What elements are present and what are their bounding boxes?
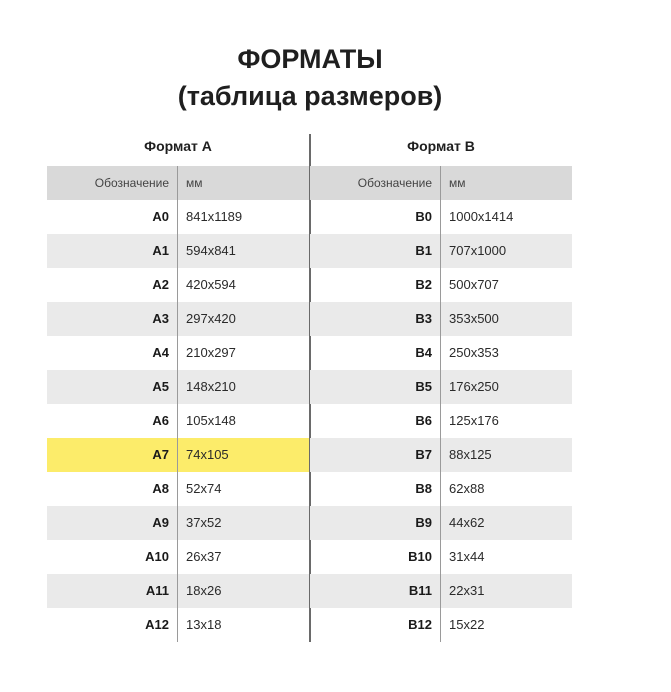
format-size-mm: 22x31 xyxy=(449,583,485,598)
format-size-mm: 500x707 xyxy=(449,277,499,292)
format-size-mm: 62x88 xyxy=(449,481,485,496)
format-code: B8 xyxy=(310,472,441,506)
format-a-title: Формат А xyxy=(144,138,212,154)
format-code: A1 xyxy=(47,234,178,268)
format-code: B2 xyxy=(310,268,441,302)
format-size-mm: 594x841 xyxy=(186,243,236,258)
table-row xyxy=(310,540,572,574)
table-row xyxy=(47,268,309,302)
page-subtitle: (таблица размеров) xyxy=(177,81,443,111)
format-a-rows xyxy=(47,200,309,642)
table-row xyxy=(47,336,309,370)
table-row xyxy=(47,200,309,234)
header-code: Обозначение xyxy=(47,166,178,200)
table-row xyxy=(310,608,572,642)
format-code: B9 xyxy=(310,506,441,540)
format-size-mm: 125x176 xyxy=(449,413,499,428)
format-size-mm: 420x594 xyxy=(186,277,236,292)
table-row xyxy=(310,234,572,268)
format-size-mm: 13x18 xyxy=(186,617,222,632)
table-row xyxy=(47,472,309,506)
table-row xyxy=(310,574,572,608)
format-size-mm: 15x22 xyxy=(449,617,485,632)
format-code: A7 xyxy=(47,438,178,472)
table-row xyxy=(47,370,309,404)
table-row xyxy=(310,472,572,506)
format-size-mm: 841x1189 xyxy=(186,209,243,224)
table-row xyxy=(47,234,309,268)
table-row xyxy=(310,336,572,370)
table-row xyxy=(47,506,309,540)
format-code: A2 xyxy=(47,268,178,302)
format-code: A9 xyxy=(47,506,178,540)
format-code: A12 xyxy=(47,608,178,642)
format-size-mm: 353x500 xyxy=(449,311,499,326)
table-row xyxy=(310,438,572,472)
format-code: B0 xyxy=(310,200,441,234)
format-code: A3 xyxy=(47,302,178,336)
format-size-mm: 26x37 xyxy=(186,549,222,564)
format-code: A10 xyxy=(47,540,178,574)
format-size-mm: 52x74 xyxy=(186,481,222,496)
format-code: B7 xyxy=(310,438,441,472)
format-code: B6 xyxy=(310,404,441,438)
format-code: B12 xyxy=(310,608,441,642)
format-b-table xyxy=(310,126,572,642)
format-code: B5 xyxy=(310,370,441,404)
format-size-mm: 74x105 xyxy=(186,447,229,462)
format-b-header-row xyxy=(310,166,572,200)
format-size-mm: 250x353 xyxy=(449,345,499,360)
format-size-mm: 37x52 xyxy=(186,515,222,530)
format-code: A11 xyxy=(47,574,178,608)
format-size-mm: 707x1000 xyxy=(449,243,507,258)
format-size-mm: 105x148 xyxy=(186,413,236,428)
format-size-mm: 176x250 xyxy=(449,379,499,394)
header-mm: мм xyxy=(449,176,466,190)
format-size-mm: 1000x1414 xyxy=(449,209,514,224)
table-row xyxy=(47,404,309,438)
format-code: B3 xyxy=(310,302,441,336)
format-code: A5 xyxy=(47,370,178,404)
table-row xyxy=(47,608,309,642)
format-code: B11 xyxy=(310,574,441,608)
format-code: B4 xyxy=(310,336,441,370)
table-row xyxy=(310,200,572,234)
table-row xyxy=(310,506,572,540)
table-row xyxy=(310,302,572,336)
format-size-mm: 88x125 xyxy=(449,447,492,462)
format-code: A6 xyxy=(47,404,178,438)
format-size-mm: 297x420 xyxy=(186,311,236,326)
table-row xyxy=(47,438,309,472)
header-code: Обозначение xyxy=(310,166,441,200)
table-row xyxy=(310,268,572,302)
format-code: B1 xyxy=(310,234,441,268)
table-row xyxy=(310,370,572,404)
page-title: ФОРМАТЫ xyxy=(237,44,383,74)
format-code: A4 xyxy=(47,336,178,370)
format-code: A8 xyxy=(47,472,178,506)
format-a-table xyxy=(47,126,309,642)
format-size-mm: 18x26 xyxy=(186,583,222,598)
format-b-rows xyxy=(310,200,572,642)
format-size-mm: 31x44 xyxy=(449,549,485,564)
table-row xyxy=(310,404,572,438)
format-size-mm: 44x62 xyxy=(449,515,485,530)
table-row xyxy=(47,302,309,336)
table-row xyxy=(47,574,309,608)
table-row xyxy=(47,540,309,574)
format-size-mm: 210x297 xyxy=(186,345,236,360)
format-size-mm: 148x210 xyxy=(186,379,236,394)
format-code: A0 xyxy=(47,200,178,234)
format-code: B10 xyxy=(310,540,441,574)
header-mm: мм xyxy=(186,176,203,190)
format-a-header-row xyxy=(47,166,309,200)
format-b-title: Формат В xyxy=(407,138,475,154)
